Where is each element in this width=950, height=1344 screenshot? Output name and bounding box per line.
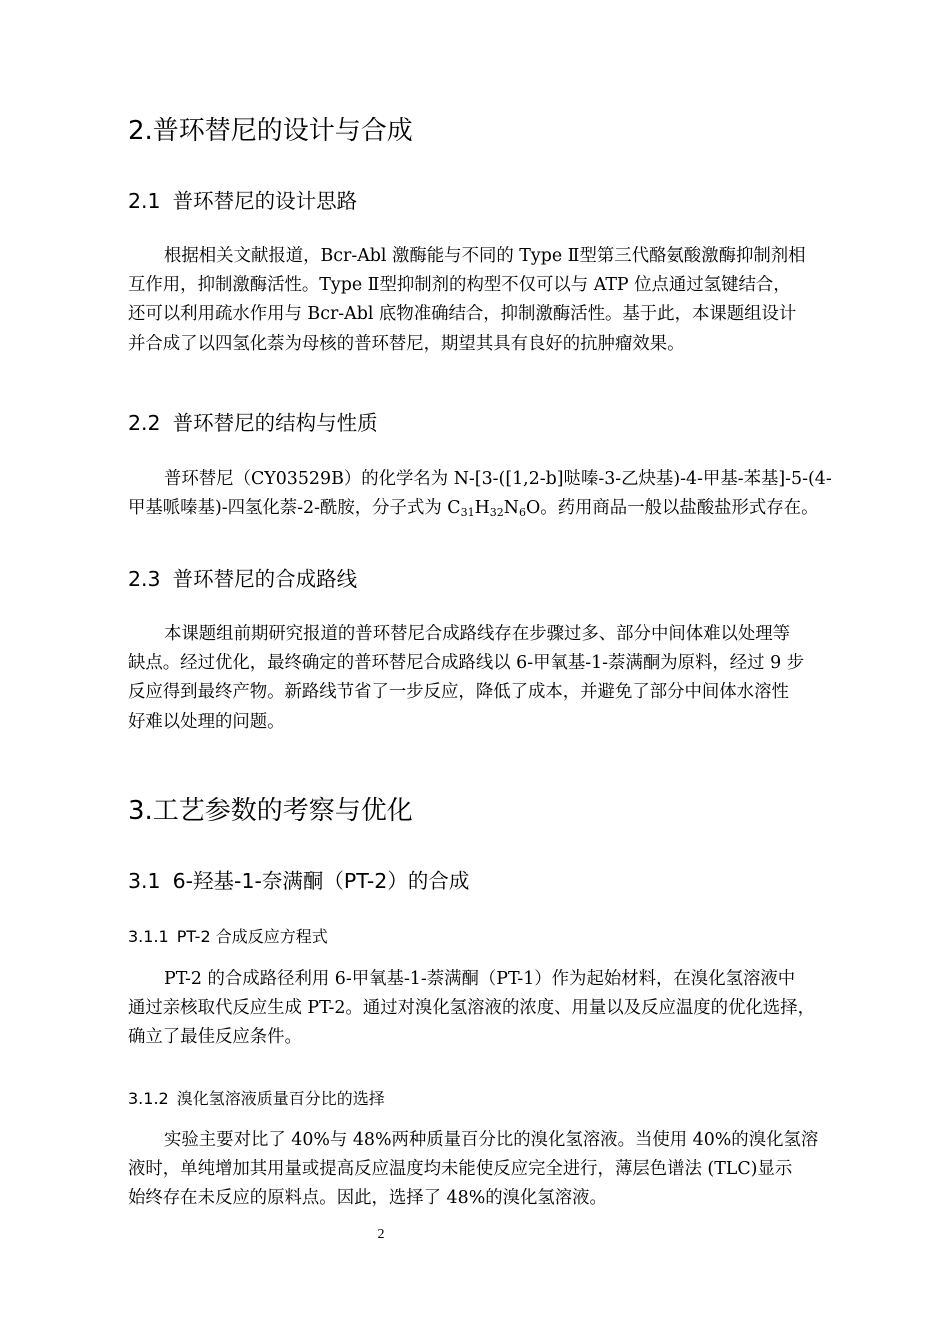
paragraph-line: 好难以处理的问题。 — [128, 711, 285, 732]
paragraph — [128, 465, 863, 523]
subsection-number: 2.3 — [128, 567, 161, 591]
subsection-number: 3.1 — [128, 869, 161, 893]
subscript: 6 — [518, 506, 526, 520]
paragraph-line: 根据相关文献报道，Bcr-Abl 激酶能与不同的 Type Ⅱ型第三代酪氨酸激酶抑制剂相 — [164, 246, 806, 266]
paragraph-line: 实验主要对比了 40%与 48%两种质量百分比的溴化氢溶液。当使用 40%的溴化氢溶 — [164, 1130, 819, 1150]
subscript: 32 — [489, 506, 504, 520]
element-symbol: H — [474, 498, 490, 519]
subsection-heading — [128, 410, 378, 436]
subsection-heading — [128, 566, 357, 592]
element-symbol: O — [525, 498, 541, 519]
paragraph — [128, 965, 863, 1053]
element-symbol: C — [447, 498, 461, 519]
paragraph-line: 缺点。经过优化，最终确定的普环替尼合成路线以 6-甲氧基-1-萘满酮为原料，经过 9 步 — [128, 653, 805, 674]
subsubsection-title: PT-2 合成反应方程式 — [176, 927, 328, 946]
paragraph-line: 始终存在未反应的原料点。因此，选择了 48%的溴化氢溶液。 — [128, 1188, 607, 1209]
molecular-formula — [447, 498, 540, 518]
paragraph-line: 互作用，抑制激酶活性。Type Ⅱ型抑制剂的构型不仅可以与 ATP 位点通过氢键结合， — [128, 275, 791, 296]
subsection-heading — [128, 868, 469, 894]
subsubsection-title: 溴化氢溶液质量百分比的选择 — [176, 1089, 385, 1108]
element-symbol: N — [503, 498, 519, 519]
paragraph-line: 并合成了以四氢化萘为母核的普环替尼，期望其具有良好的抗肿瘤效果。 — [128, 333, 685, 354]
page-number: 2 — [377, 1227, 385, 1242]
paragraph-line: 液时，单纯增加其用量或提高反应温度均未能使反应完全进行，薄层色谱法 (TLC)显示 — [128, 1159, 793, 1180]
paragraph — [128, 620, 863, 737]
paragraph-line: PT-2 的合成路径利用 6-甲氧基-1-萘满酮（PT-1）作为起始材料，在溴化氢溶液中 — [164, 969, 796, 989]
subscript: 31 — [460, 506, 475, 520]
subsection-title: 普环替尼的合成路线 — [172, 567, 358, 591]
subsubsection-number: 3.1.1 — [128, 927, 169, 946]
subsubsection-number: 3.1.2 — [128, 1089, 169, 1108]
subsection-number: 2.1 — [128, 189, 161, 213]
paragraph-line — [128, 494, 863, 523]
text-run: 。药用商品一般以盐酸盐形式存在。 — [540, 498, 819, 519]
subsection-title: 普环替尼的设计思路 — [172, 189, 358, 213]
section-heading: 3.工艺参数的考察与优化 — [128, 796, 413, 826]
subsection-title: 普环替尼的结构与性质 — [172, 411, 378, 435]
paragraph-line: 反应得到最终产物。新路线节省了一步反应，降低了成本，并避免了部分中间体水溶性 — [128, 682, 789, 703]
section-heading: 2.普环替尼的设计与合成 — [128, 116, 413, 146]
subsection-title: 6-羟基-1-奈满酮（PT-2）的合成 — [172, 869, 470, 893]
paragraph-line: 确立了最佳反应条件。 — [128, 1027, 302, 1048]
paragraph-line: 通过亲核取代反应生成 PT-2。通过对溴化氢溶液的浓度、用量以及反应温度的优化选择， — [128, 998, 815, 1019]
subsection-number: 2.2 — [128, 411, 161, 435]
paragraph-line: 本课题组前期研究报道的普环替尼合成路线存在步骤过多、部分中间体难以处理等 — [164, 624, 791, 644]
paragraph-line: 普环替尼（CY03529B）的化学名为 N-[3-([1,2-b]哒嗪-3-乙炔基)-4-甲基-苯基]-5-(4- — [164, 469, 832, 489]
paragraph — [128, 1126, 863, 1214]
subsection-heading — [128, 188, 357, 214]
paragraph — [128, 242, 863, 359]
text-run: 甲基哌嗪基)-四氢化萘-2-酰胺，分子式为 — [128, 498, 448, 519]
paragraph-line: 还可以利用疏水作用与 Bcr-Abl 底物准确结合，抑制激酶活性。基于此，本课题组设计 — [128, 304, 797, 325]
subsubsection-heading — [128, 1088, 385, 1110]
subsubsection-heading — [128, 926, 328, 948]
